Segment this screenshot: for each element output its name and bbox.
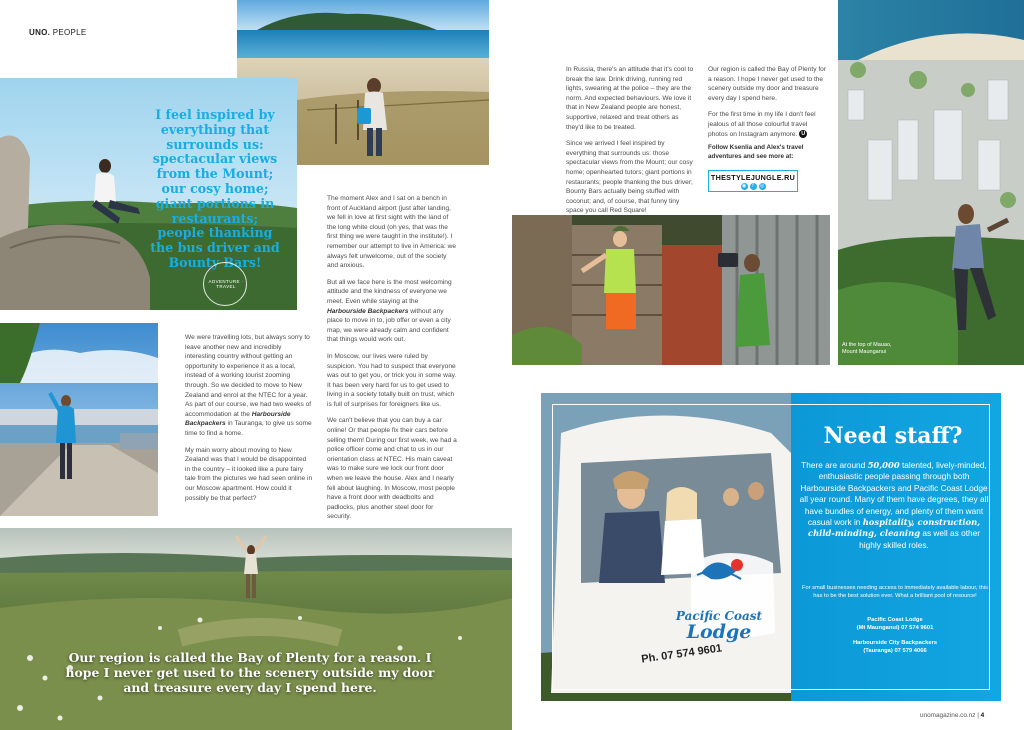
- contact-2-line: (Tauranga) 07 579 4066: [863, 647, 927, 654]
- magazine-brand: UNO.: [29, 28, 51, 37]
- ad-small-print: For small businesses needing access to immediately available labour, this has to be the best solution ever. What a brilliant pool of resource!: [802, 585, 988, 599]
- article-column-1: [185, 333, 313, 510]
- van-logo-line-2: Lodge: [686, 621, 752, 643]
- section-name: PEOPLE: [52, 28, 87, 37]
- hilltop-landscape-photo: [0, 528, 512, 730]
- social-icons: [741, 183, 766, 190]
- paragraph: Our region is called the Bay of Plenty for a reason. I hope I never get used to the scenery outside my door and treasure every day I spend here.: [708, 66, 827, 102]
- vk-icon[interactable]: ◎: [759, 182, 765, 189]
- article-column-2: [327, 194, 457, 529]
- ad-body: There are around 50,000 talented, lively-minded, enthusiastic people passing through both Harbourside Backpackers and Pacific Coast Lodge all year round. Many of them have degrees, they all have bundles of energy, and plenty of them want casual work in hospitality, construction, child-minding, cleaning as well as other highly skilled roles.: [799, 460, 989, 550]
- badge-text: ADVENTURE · TRAVEL: [208, 279, 244, 289]
- harbour-walkway-photo: [0, 323, 158, 516]
- paragraph: My main worry about moving to New Zealand was that I would be disappointed in the country – it looked like a pure fairy tale from the pictures we had seen online in our Moscow apartment. How could it possibly be that perfect?: [185, 446, 313, 502]
- ad-contact-1: [800, 617, 990, 632]
- caption-line-2: Mount Maunganui: [842, 349, 887, 355]
- instagram-icon[interactable]: ◉: [741, 182, 747, 189]
- contact-2-name: Harbourside City Backpackers: [852, 640, 938, 646]
- mount-maunganui-aerial-photo: [838, 0, 1024, 365]
- pull-quote-bottom: Our region is called the Bay of Plenty for a reason. I hope I never get used to the scenery outside my door and treasure every day I spend here.: [65, 650, 435, 695]
- van-phone: Ph. 07 574 9601: [640, 642, 723, 666]
- paragraph: But all we face here is the most welcoming attitude and the kindness of everyone we meet. Even while staying at the Harbourside Backpackers without any place to move in to, job offer or even a city map, we were already calm and confident that things would work out.: [327, 278, 452, 344]
- facebook-icon[interactable]: f: [750, 183, 757, 190]
- paragraph: In Moscow, our lives were ruled by suspicion. You had to suspect that everyone was out to get you, or trick you in some way. It has been very hard for us to get used to living in a society totally built on trust, which is full of surprises for foreigners like us.: [327, 352, 457, 408]
- ad-headline: Need staff?: [823, 423, 963, 449]
- end-mark-icon: U: [799, 130, 807, 138]
- contact-1-name: Pacific Coast Lodge: [867, 617, 923, 623]
- website-link[interactable]: THESTYLEJUNGLE.RU: [710, 172, 796, 182]
- photographer-shed-photo: [512, 215, 830, 365]
- paragraph: We were travelling lots, but always sorry to leave another new and incredibly interesting country without getting an opportunity to experience it as a local, instead of a working tourist zooming through. So we decided to move to New Zealand and enrol at the NTEC for a year. As part of our course, we had two weeks of accommodation at the Harbourside Backpackers in Tauranga, to give us some time to find a home.: [185, 334, 312, 437]
- van-logo-line-1: Pacific Coast: [675, 609, 763, 623]
- ad-skills: hospitality, construction, child-minding, cleaning: [807, 517, 981, 539]
- paragraph: The moment Alex and I sat on a bench in front of Auckland airport (just after landing, we fell in love at first sight with the land of the long white cloud (oh yes, that was the first thing we were taught in the institute!). I remember our attempt to live in America: we always felt unwelcome, out of the society and anxious.: [327, 195, 456, 270]
- follow-text: Follow Ksenlia and Alex's travel adventures and see more at:: [708, 144, 804, 160]
- photo-caption: [842, 342, 892, 356]
- website-box[interactable]: [708, 170, 798, 192]
- paragraph: In Russia, there's an attitude that it's cool to break the law. Drink driving, running red lights, swearing at the police – they are the norm. And expected behaviours. We love it that in New Zealand people are honest, supportive, relaxed and treat others as they'd like to be treated.: [566, 66, 694, 131]
- badge-logo: [203, 262, 247, 306]
- pull-quote-top: I feel inspired by everything that surrounds us: spectacular views from the Mount; our cosy home; giant portions in restaurants; people thanking the bus driver and Bounty Bars!: [150, 107, 280, 270]
- footer-site: unomagazine.co.nz: [920, 712, 976, 719]
- paragraph: Since we arrived I feel inspired by everything that surrounds us: those spectacular views from the Mount; our cosy home; openhearted tutors; giant portions in restaurants; people thanking the bus driver; Bounty Bars actually being stuffed with coconut; and, of course, that funny tiny space you call Red Square!: [566, 140, 693, 215]
- caption-line-1: At the top of Mauao,: [842, 342, 892, 348]
- paragraph: For the first time in my life I don't feel jealous of all those colourful travel photos on Instagram anymore. U: [708, 111, 816, 138]
- paragraph: We can't believe that you can buy a car online! Or that people fix their cars before selling them! During our first week, we had a police officer come and chat to us in our orientation class at NTEC. His main caveat was to make sure we lock our front door when we leave the house. Alex and I nearly fell about laughing. In Moscow, most people have a front door with deadbolts and padlocks, plus another steel door for security.: [327, 417, 457, 521]
- ad-number: 50,000: [867, 460, 900, 470]
- page-number: 4: [980, 712, 985, 719]
- section-tag: [29, 28, 87, 37]
- article-column-3: [566, 65, 696, 223]
- contact-1-line: (Mt Maunganui) 07 574 9601: [856, 624, 934, 631]
- ad-contact-2: [800, 640, 990, 655]
- article-column-4: [708, 65, 828, 146]
- page-footer: unomagazine.co.nz | 4: [920, 712, 985, 719]
